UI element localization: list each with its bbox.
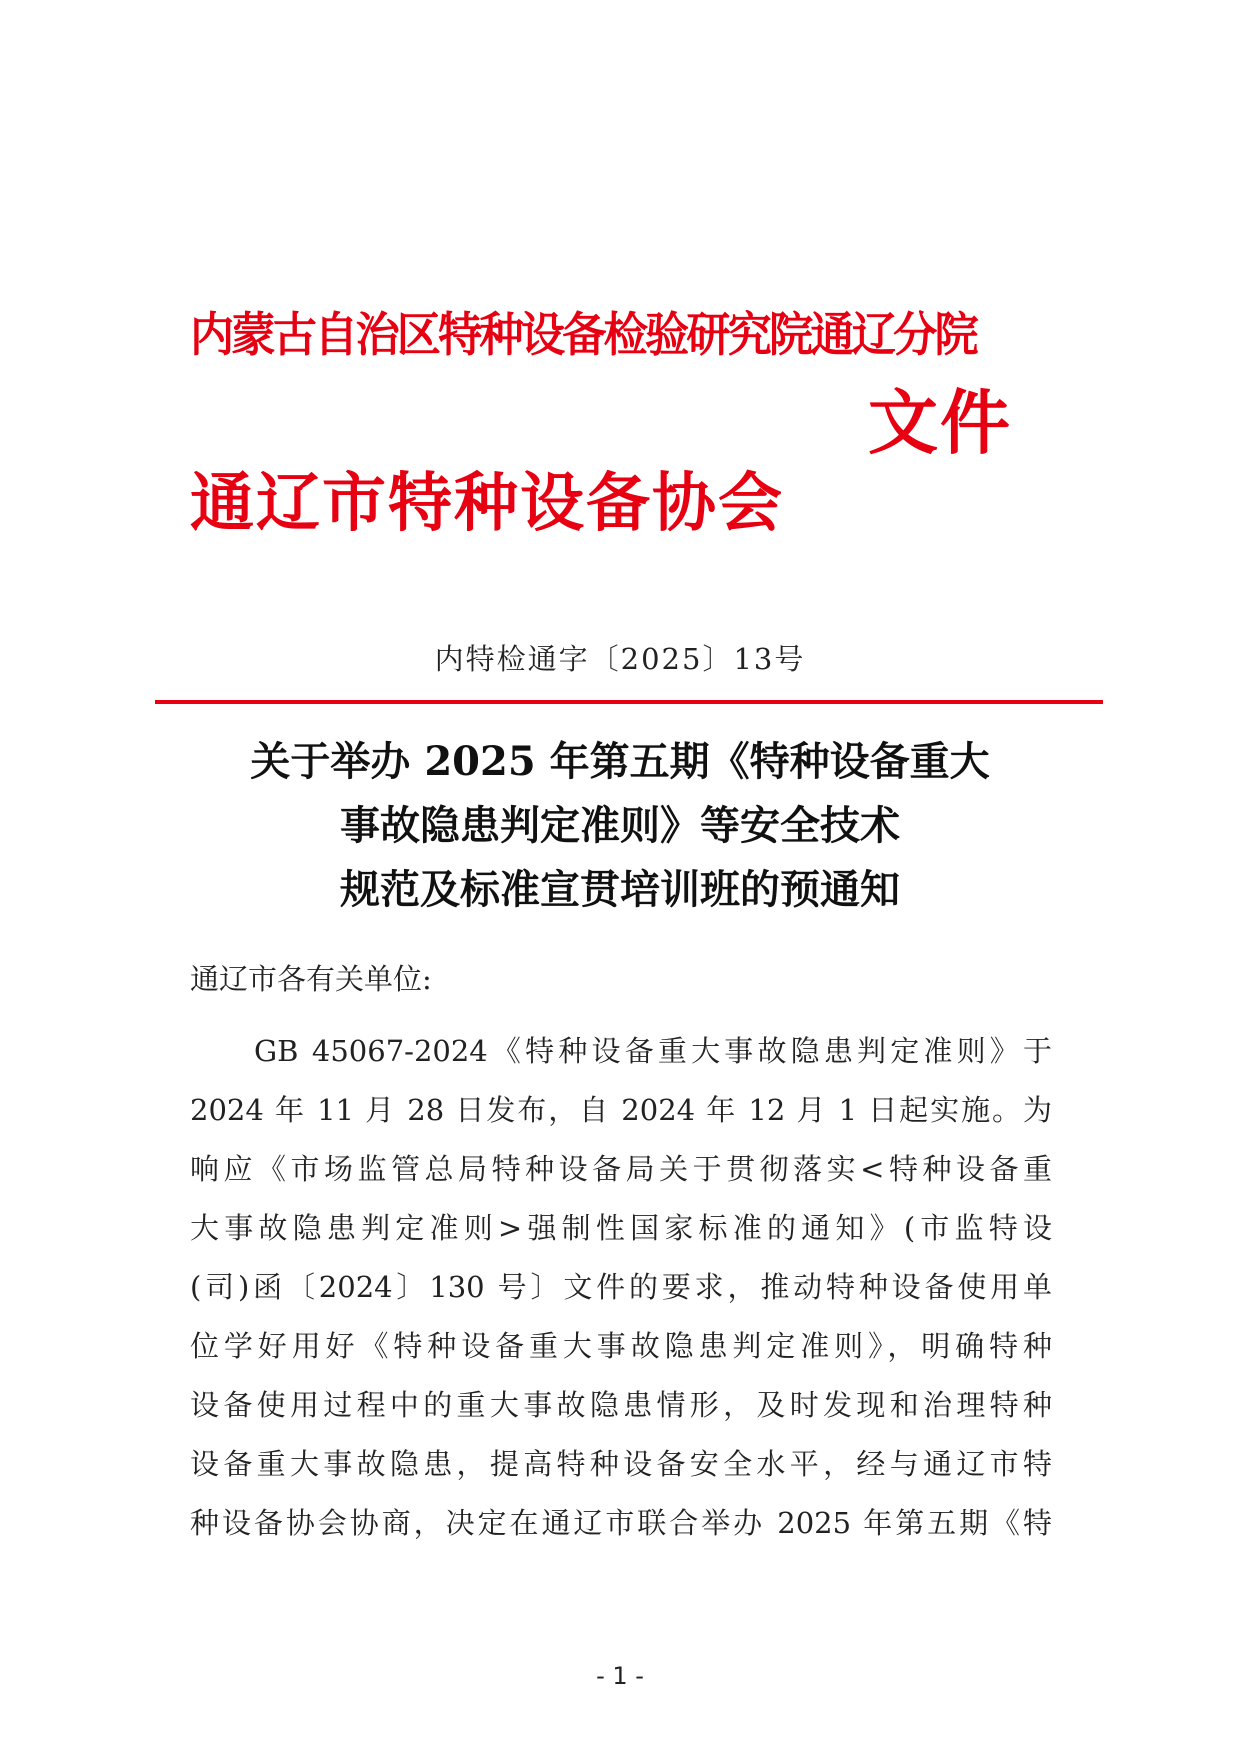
document-number: 内特检通字〔2025〕13号 xyxy=(434,642,806,676)
page-number: - 1 - xyxy=(596,1662,644,1690)
body-line: 2024 年 11 月 28 日发布，自 2024 年 12 月 1 日起实施。为 xyxy=(190,1093,1052,1127)
body-line: 设备使用过程中的重大事故隐患情形，及时发现和治理特种 xyxy=(190,1388,1052,1422)
issuer-name-primary: 内蒙古自治区特种设备检验研究院通辽分院 xyxy=(190,308,976,363)
body-line: 设备重大事故隐患，提高特种设备安全水平，经与通辽市特 xyxy=(190,1447,1052,1481)
issuer-suffix: 文件 xyxy=(868,382,1012,464)
body-line: 种设备协会协商，决定在通辽市联合举办 2025 年第五期《特 xyxy=(190,1506,1052,1540)
body-line: GB 45067-2024《特种设备重大事故隐患判定准则》于 xyxy=(254,1034,1052,1068)
body-paragraph xyxy=(190,1022,1052,1553)
title-line: 规范及标准宣贯培训班的预通知 xyxy=(340,866,900,913)
body-line: 位学好用好《特种设备重大事故隐患判定准则》，明确特种 xyxy=(190,1329,1052,1363)
body-line: (司)函〔2024〕130 号〕文件的要求，推动特种设备使用单 xyxy=(190,1270,1052,1304)
body-line: 大事故隐患判定准则>强制性国家标准的通知》(市监特设 xyxy=(190,1211,1052,1245)
salutation: 通辽市各有关单位: xyxy=(190,962,432,996)
body-line: 响应《市场监管总局特种设备局关于贯彻落实<特种设备重 xyxy=(190,1152,1052,1186)
issuer-name-secondary: 通辽市特种设备协会 xyxy=(190,467,784,541)
header-divider xyxy=(155,700,1103,704)
title-line: 关于举办 2025 年第五期《特种设备重大 xyxy=(250,738,990,785)
title-line: 事故隐患判定准则》等安全技术 xyxy=(340,802,900,849)
document-title xyxy=(150,730,1090,922)
